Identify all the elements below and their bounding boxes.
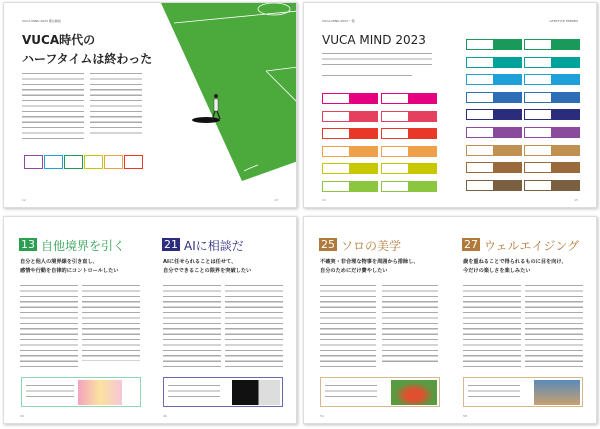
- trend-cell-label: [467, 110, 493, 119]
- trend-cell-label: [467, 163, 493, 172]
- trend-cell-label: [467, 181, 493, 190]
- example-image: [534, 380, 580, 405]
- trend-number: 25: [321, 238, 335, 251]
- trend-cell: [466, 109, 522, 120]
- trend-cell-label: [525, 40, 551, 49]
- spread-vuca-mind-list: [303, 2, 597, 208]
- trend-cell-label: [525, 146, 551, 155]
- trend-cell: [524, 162, 580, 173]
- trend-cell: [322, 163, 378, 174]
- trend-cell: [381, 181, 437, 192]
- subtitle-line: 自分でできることの限界を突破したい: [163, 268, 252, 274]
- trend-cell-label: [323, 147, 349, 156]
- trend-cell-description: [493, 40, 521, 49]
- body-text: [525, 283, 583, 367]
- subtitle-line: AIに任せられることは任せて、: [163, 259, 237, 265]
- trend-cell: [466, 39, 522, 50]
- example-box: [163, 377, 283, 407]
- example-box: [463, 377, 583, 407]
- example-text: [468, 383, 520, 397]
- page-number: 13: [274, 198, 278, 202]
- page-27: [450, 217, 596, 423]
- trend-cell-label: [525, 181, 551, 190]
- trend-cell-description: [408, 129, 436, 138]
- page-number: 12: [22, 198, 26, 202]
- trend-number: 13: [21, 238, 35, 251]
- trend-cell: [466, 92, 522, 103]
- list-title: VUCA MIND 2023: [322, 33, 426, 47]
- trend-cell-description: [551, 110, 579, 119]
- trend-cell-description: [349, 112, 377, 121]
- example-text: [168, 383, 220, 397]
- trend-cell: [322, 128, 378, 139]
- spread-vuca-era: [3, 2, 297, 208]
- trend-title-text: ウェルエイジング: [484, 239, 579, 253]
- trend-cell-label: [467, 58, 493, 67]
- example-image: [391, 380, 437, 405]
- trend-cell-label: [525, 58, 551, 67]
- trend-cell: [466, 57, 522, 68]
- trend-cell-description: [349, 164, 377, 173]
- title-line: VUCA時代の: [22, 33, 96, 47]
- trend-subtitle: [463, 258, 567, 276]
- subtitle-line: 自分と他人の境界線を引き直し、: [20, 259, 98, 265]
- trend-cell: [466, 162, 522, 173]
- page-number: 30: [20, 414, 24, 418]
- trend-cell: [524, 180, 580, 191]
- trend-cell: [322, 111, 378, 122]
- trend-number: 27: [464, 238, 478, 251]
- trend-cell-description: [493, 163, 521, 172]
- trend-cell: [524, 39, 580, 50]
- trend-cell: [322, 146, 378, 157]
- trend-cell-description: [493, 146, 521, 155]
- trend-cell: [466, 145, 522, 156]
- trend-cell-description: [408, 94, 436, 103]
- trend-subtitle: [20, 258, 118, 276]
- trend-cell-label: [382, 129, 408, 138]
- page-25: [304, 217, 450, 423]
- trend-cell: [381, 93, 437, 104]
- body-text: [320, 283, 376, 371]
- trend-cell-description: [551, 128, 579, 137]
- page-13: [4, 217, 150, 423]
- trend-cell-description: [493, 75, 521, 84]
- trend-cell-label: [525, 93, 551, 102]
- subtitle-line: 今だけの楽しさを楽しみたい: [463, 268, 531, 274]
- trend-cell: [524, 57, 580, 68]
- page-21: [150, 217, 296, 423]
- trend-cell-label: [323, 94, 349, 103]
- trend-cell-label: [467, 75, 493, 84]
- trend-cell-description: [551, 40, 579, 49]
- body-text: [463, 283, 521, 369]
- body-text: [82, 283, 140, 361]
- survey-info: [322, 51, 432, 69]
- trend-cell-description: [551, 181, 579, 190]
- example-image: [78, 380, 122, 405]
- trend-cell-label: [525, 163, 551, 172]
- trend-cell-description: [408, 147, 436, 156]
- spread-13-21: [3, 216, 297, 424]
- trend-cell-label: [467, 93, 493, 102]
- body-text: [225, 283, 283, 369]
- trend-cell: [524, 74, 580, 85]
- trend-cell-label: [525, 75, 551, 84]
- soccer-field-illustration: [4, 3, 297, 208]
- trend-cell-label: [323, 164, 349, 173]
- trend-cell-description: [493, 93, 521, 102]
- trend-cell: [466, 74, 522, 85]
- trend-cell: [322, 93, 378, 104]
- trend-title: [462, 237, 579, 254]
- trend-title-text: ソロの美学: [341, 239, 402, 253]
- trend-title: [19, 237, 125, 254]
- example-text: [325, 383, 377, 397]
- example-image: [232, 380, 280, 405]
- trend-cell-label: [323, 182, 349, 191]
- trend-cell: [381, 111, 437, 122]
- trend-cell-label: [467, 128, 493, 137]
- trend-cell-label: [382, 147, 408, 156]
- trend-cell-label: [382, 94, 408, 103]
- trend-cell: [381, 128, 437, 139]
- trend-cell: [466, 180, 522, 191]
- trend-cell-description: [349, 147, 377, 156]
- page-number: 15: [574, 198, 578, 202]
- trend-cell: [524, 145, 580, 156]
- trend-subtitle: [163, 258, 251, 276]
- notes: [322, 73, 412, 79]
- trend-cell-description: [493, 58, 521, 67]
- trend-title-text: 自他境界を引く: [41, 239, 126, 253]
- trend-cell-description: [551, 146, 579, 155]
- trend-title: [162, 237, 244, 254]
- trend-cell-label: [467, 40, 493, 49]
- trend-cell-description: [493, 110, 521, 119]
- trend-cell: [524, 92, 580, 103]
- trend-cell: [381, 163, 437, 174]
- trend-cell-label: [467, 146, 493, 155]
- trend-cell-description: [551, 163, 579, 172]
- page-number: 54: [320, 414, 324, 418]
- trend-cell-description: [408, 112, 436, 121]
- trend-cell: [381, 146, 437, 157]
- subtitle-line: 歳を重ねることで得られるものに目を向け、: [463, 259, 567, 265]
- running-header: VUCA MIND 2023 一覧: [322, 19, 355, 23]
- page-number: 58: [463, 414, 467, 418]
- trend-cell-label: [382, 164, 408, 173]
- trend-cell-label: [525, 128, 551, 137]
- trend-subtitle: [320, 258, 419, 276]
- trend-cell-label: [323, 129, 349, 138]
- trend-cell-description: [551, 93, 579, 102]
- spread-25-27: [303, 216, 597, 424]
- body-text: [382, 283, 438, 365]
- trend-cell-description: [551, 58, 579, 67]
- trend-cell-description: [408, 182, 436, 191]
- trend-cell-label: [382, 182, 408, 191]
- trend-cell-description: [551, 75, 579, 84]
- page-number: 14: [322, 198, 326, 202]
- example-box: [320, 377, 440, 407]
- trend-cell-description: [493, 181, 521, 190]
- trend-cell: [466, 127, 522, 138]
- trend-cell-label: [323, 112, 349, 121]
- trend-cell-label: [525, 110, 551, 119]
- title-line: ハーフタイムは終わった: [22, 52, 153, 66]
- running-header: LIFESTYLE TRENDS: [549, 19, 578, 23]
- trend-number: 21: [164, 238, 178, 251]
- page-number: 46: [163, 414, 167, 418]
- trend-title-text: AIに相談だ: [184, 239, 244, 253]
- trend-cell: [524, 109, 580, 120]
- trend-cell-description: [493, 128, 521, 137]
- subtitle-line: 不確実・非合理な物事を周囲から排除し、: [320, 259, 419, 265]
- running-header: VUCA MIND 2023 要旨解説: [22, 19, 61, 23]
- body-text: [20, 283, 78, 371]
- body-text: [163, 283, 221, 369]
- subtitle-line: 自分のためにだけ費やしたい: [320, 268, 388, 274]
- trend-cell-label: [382, 112, 408, 121]
- trend-cell-description: [349, 94, 377, 103]
- trend-cell: [524, 127, 580, 138]
- example-text: [26, 383, 74, 399]
- trend-cell: [322, 181, 378, 192]
- trend-cell-description: [349, 129, 377, 138]
- trend-cell-description: [349, 182, 377, 191]
- trend-cell-description: [408, 164, 436, 173]
- example-box: [21, 377, 141, 407]
- subtitle-line: 感情や行動を自律的にコントロールしたい: [20, 268, 119, 274]
- trend-title: [319, 237, 401, 254]
